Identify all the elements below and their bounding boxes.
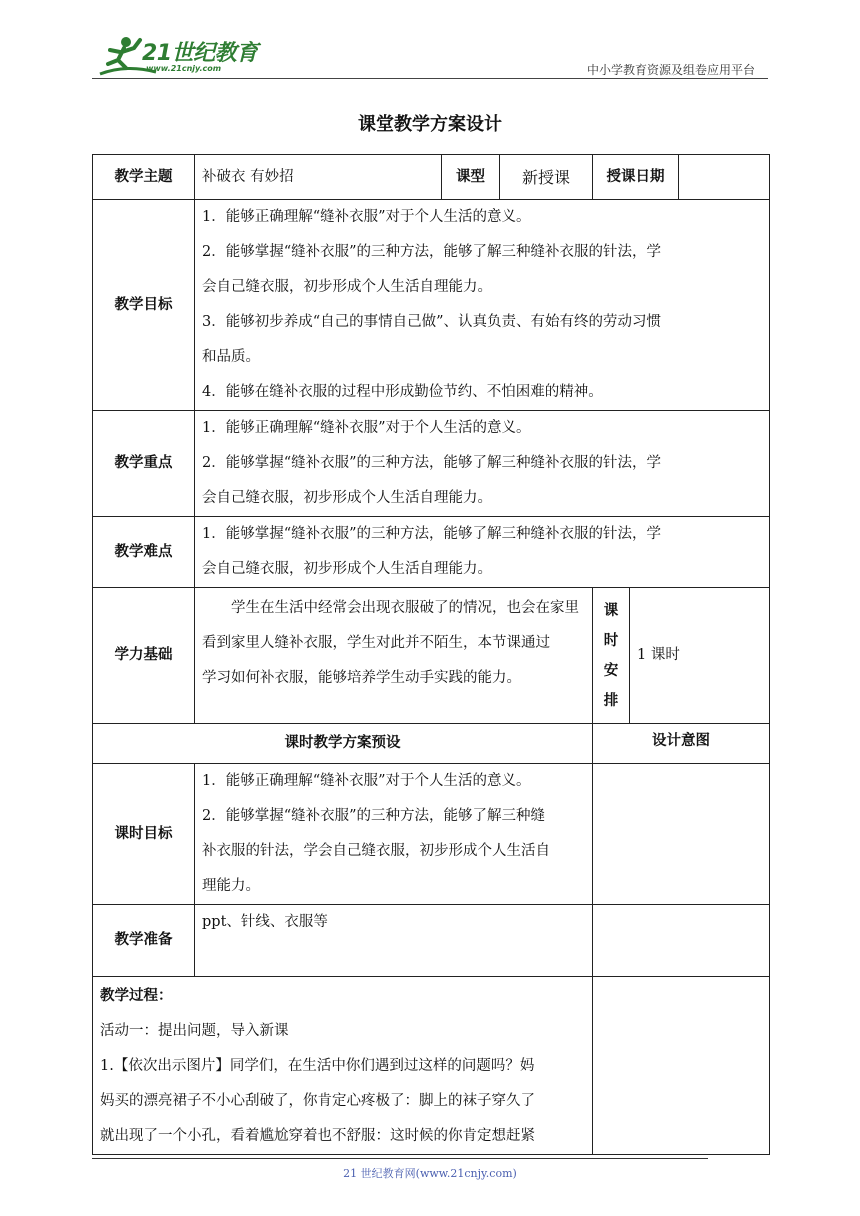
objective-line: 4．能够在缝补衣服的过程中形成勤俭节约、不怕困难的精神。 xyxy=(202,384,603,400)
process-intent xyxy=(593,977,770,1155)
logo-text: 21世纪教育 xyxy=(142,41,258,66)
key-points-row xyxy=(93,411,770,517)
key-points-label: 教学重点 xyxy=(93,411,195,517)
key-point-line: 会自己缝衣服，初步形成个人生活自理能力。 xyxy=(202,490,492,506)
schedule-char: 课 xyxy=(603,602,619,619)
objectives-content xyxy=(195,200,770,411)
basis-content xyxy=(195,588,593,724)
schedule-char: 排 xyxy=(603,692,619,709)
date-value xyxy=(679,155,770,200)
basis-label: 学力基础 xyxy=(93,588,195,724)
difficulties-row xyxy=(93,517,770,588)
platform-name: 中小学教育资源及组卷应用平台 xyxy=(586,63,755,77)
lesson-objective-line: 1．能够正确理解“缝补衣服”对于个人生活的意义。 xyxy=(202,773,531,789)
basis-line: 看到家里人缝补衣服，学生对此并不陌生，本节课通过 xyxy=(202,635,550,651)
page-header xyxy=(0,0,860,90)
lesson-objective-line: 理能力。 xyxy=(202,878,260,894)
key-points-content xyxy=(195,411,770,517)
design-intent-label: 设计意图 xyxy=(593,724,770,764)
topic-label: 教学主题 xyxy=(93,155,195,200)
schedule-char: 安 xyxy=(603,662,619,679)
objective-line: 2．能够掌握“缝补衣服”的三种方法，能够了解三种缝补衣服的针法，学 xyxy=(202,244,662,260)
lesson-objective-line: 补衣服的针法，学会自己缝衣服，初步形成个人生活自 xyxy=(202,843,550,859)
process-line: 1.【依次出示图片】同学们，在生活中你们遇到过这样的问题吗？妈 xyxy=(100,1058,535,1074)
difficulties-content xyxy=(195,517,770,588)
difficulties-label: 教学难点 xyxy=(93,517,195,588)
plan-section-label: 课时教学方案预设 xyxy=(93,724,593,764)
process-content xyxy=(93,977,593,1155)
lesson-objectives-row xyxy=(93,764,770,905)
process-row xyxy=(93,977,770,1155)
schedule-char: 时 xyxy=(603,632,619,649)
process-line: 妈买的漂亮裙子不小心刮破了，你肯定心疼极了：脚上的袜子穿久了 xyxy=(100,1093,535,1109)
logo-url: www.21cnjy.com xyxy=(146,64,222,73)
process-line: 活动一：提出问题，导入新课 xyxy=(100,1023,289,1039)
process-label: 教学过程： xyxy=(100,988,173,1004)
key-point-line: 1．能够正确理解“缝补衣服”对于个人生活的意义。 xyxy=(202,420,531,436)
key-point-line: 2．能够掌握“缝补衣服”的三种方法，能够了解三种缝补衣服的针法，学 xyxy=(202,455,662,471)
basis-line: 学生在生活中经常会出现衣服破了的情况，也会在家里 xyxy=(231,600,579,616)
topic-value: 补破衣 有妙招 xyxy=(195,155,442,200)
preparation-row xyxy=(93,905,770,977)
date-label: 授课日期 xyxy=(593,155,679,200)
lesson-objective-line: 2．能够掌握“缝补衣服”的三种方法，能够了解三种缝 xyxy=(202,808,546,824)
section-header-row xyxy=(93,724,770,764)
type-value: 新授课 xyxy=(500,155,593,200)
objectives-row xyxy=(93,200,770,411)
process-line: 就出现了一个小孔，看着尴尬穿着也不舒服：这时候的你肯定想赶紧 xyxy=(100,1128,535,1144)
schedule-label xyxy=(593,588,630,724)
schedule-value: 1 课时 xyxy=(630,588,770,724)
basis-line: 学习如何补衣服，能够培养学生动手实践的能力。 xyxy=(202,670,521,686)
document-title: 课堂教学方案设计 xyxy=(358,114,502,135)
objectives-label: 教学目标 xyxy=(93,200,195,411)
objective-line: 1．能够正确理解“缝补衣服”对于个人生活的意义。 xyxy=(202,209,531,225)
lesson-objectives-intent xyxy=(593,764,770,905)
objective-line: 会自己缝衣服，初步形成个人生活自理能力。 xyxy=(202,279,492,295)
lesson-objectives-label: 课时目标 xyxy=(93,764,195,905)
type-label: 课型 xyxy=(442,155,500,200)
basis-row xyxy=(93,588,770,724)
header-divider xyxy=(92,78,768,79)
preparation-value: ppt、针线、衣服等 xyxy=(195,905,593,977)
topic-row xyxy=(93,155,770,200)
objective-line: 3．能够初步养成“自己的事情自己做”、认真负责、有始有终的劳动习惯 xyxy=(202,314,662,330)
lesson-plan-table xyxy=(92,154,770,1155)
footer-divider xyxy=(92,1158,708,1159)
preparation-label: 教学准备 xyxy=(93,905,195,977)
objective-line: 和品质。 xyxy=(202,349,260,365)
difficulty-line: 会自己缝衣服，初步形成个人生活自理能力。 xyxy=(202,561,492,577)
footer-text: 21 世纪教育网(www.21cnjy.com) xyxy=(343,1167,517,1180)
difficulty-line: 1．能够掌握“缝补衣服”的三种方法，能够了解三种缝补衣服的针法，学 xyxy=(202,526,662,542)
lesson-objectives-content xyxy=(195,764,593,905)
preparation-intent xyxy=(593,905,770,977)
